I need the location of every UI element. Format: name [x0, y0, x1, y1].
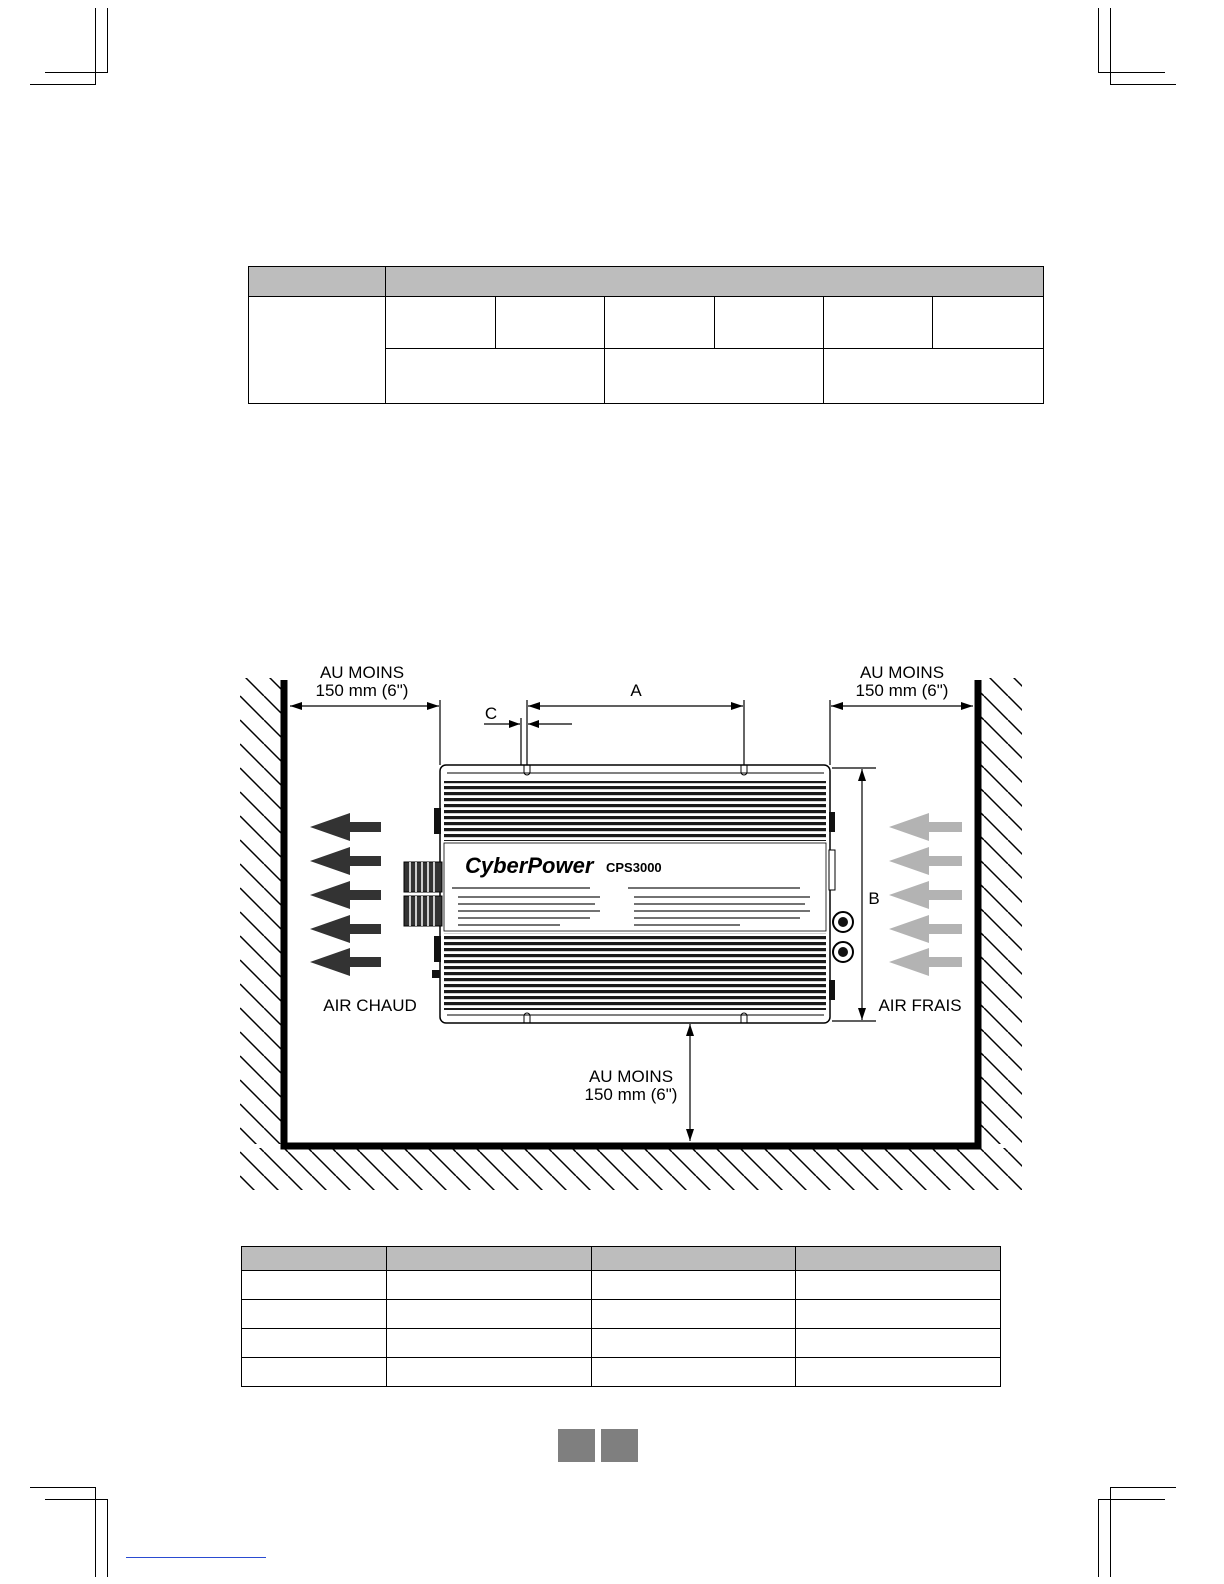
dimension-a-label: A — [630, 681, 642, 700]
table-cell — [605, 297, 715, 349]
table-cell — [387, 1300, 592, 1329]
table-cell — [386, 297, 496, 349]
table-cell — [605, 349, 824, 404]
page-number-box-left — [558, 1429, 595, 1462]
table-cell — [715, 297, 824, 349]
clearance-label-top-right-1: AU MOINS — [859, 663, 945, 682]
table-header-cell — [387, 1247, 592, 1271]
left-clearance-dimension — [290, 700, 440, 765]
clearance-label-bottom-1: AU MOINS — [588, 1067, 674, 1086]
table-cell — [387, 1329, 592, 1358]
top-table — [248, 266, 1044, 404]
clearance-diagram — [230, 655, 1030, 1200]
table-header-cell — [796, 1247, 1001, 1271]
right-clearance-dimension — [830, 700, 973, 765]
clearance-label-top-left-2: 150 mm (6") — [315, 681, 409, 700]
table-cell — [249, 297, 386, 404]
dimension-c — [484, 718, 572, 770]
table-cell — [387, 1358, 592, 1387]
table-cell — [796, 1329, 1001, 1358]
bottom-clearance-dimension — [686, 1024, 694, 1141]
table-cell — [796, 1271, 1001, 1300]
table-cell — [824, 349, 1044, 404]
table-cell — [386, 349, 605, 404]
dimension-c-label: C — [484, 704, 498, 723]
brand-logo: CyberPower — [465, 853, 594, 878]
inverter-unit — [404, 765, 853, 1023]
bottom-table — [241, 1246, 1001, 1387]
table-cell — [592, 1300, 796, 1329]
table-header-cell — [592, 1247, 796, 1271]
table-cell — [242, 1271, 387, 1300]
footer-rule — [126, 1557, 266, 1558]
clearance-label-bottom-2: 150 mm (6") — [584, 1085, 678, 1104]
table-cell — [592, 1358, 796, 1387]
table-cell — [242, 1300, 387, 1329]
table-header-cell — [386, 267, 1044, 297]
hot-air-label: AIR CHAUD — [323, 996, 417, 1015]
clearance-label-top-left-1: AU MOINS — [319, 663, 405, 682]
dimension-a — [527, 700, 744, 770]
model-label: CPS3000 — [606, 860, 662, 875]
cool-air-arrows — [889, 813, 962, 976]
table-cell — [592, 1329, 796, 1358]
table-cell — [496, 297, 605, 349]
clearance-label-top-right-2: 150 mm (6") — [855, 681, 949, 700]
table-cell — [592, 1271, 796, 1300]
dimension-b-label: B — [868, 889, 880, 908]
table-cell — [824, 297, 933, 349]
table-cell — [242, 1358, 387, 1387]
table-cell — [796, 1358, 1001, 1387]
table-header-cell — [242, 1247, 387, 1271]
table-cell — [933, 297, 1044, 349]
table-cell — [796, 1300, 1001, 1329]
page-number-box-right — [601, 1429, 638, 1462]
hot-air-arrows — [310, 813, 381, 976]
table-cell — [242, 1329, 387, 1358]
cool-air-label: AIR FRAIS — [878, 996, 962, 1015]
table-cell — [387, 1271, 592, 1300]
table-header-cell — [249, 267, 386, 297]
